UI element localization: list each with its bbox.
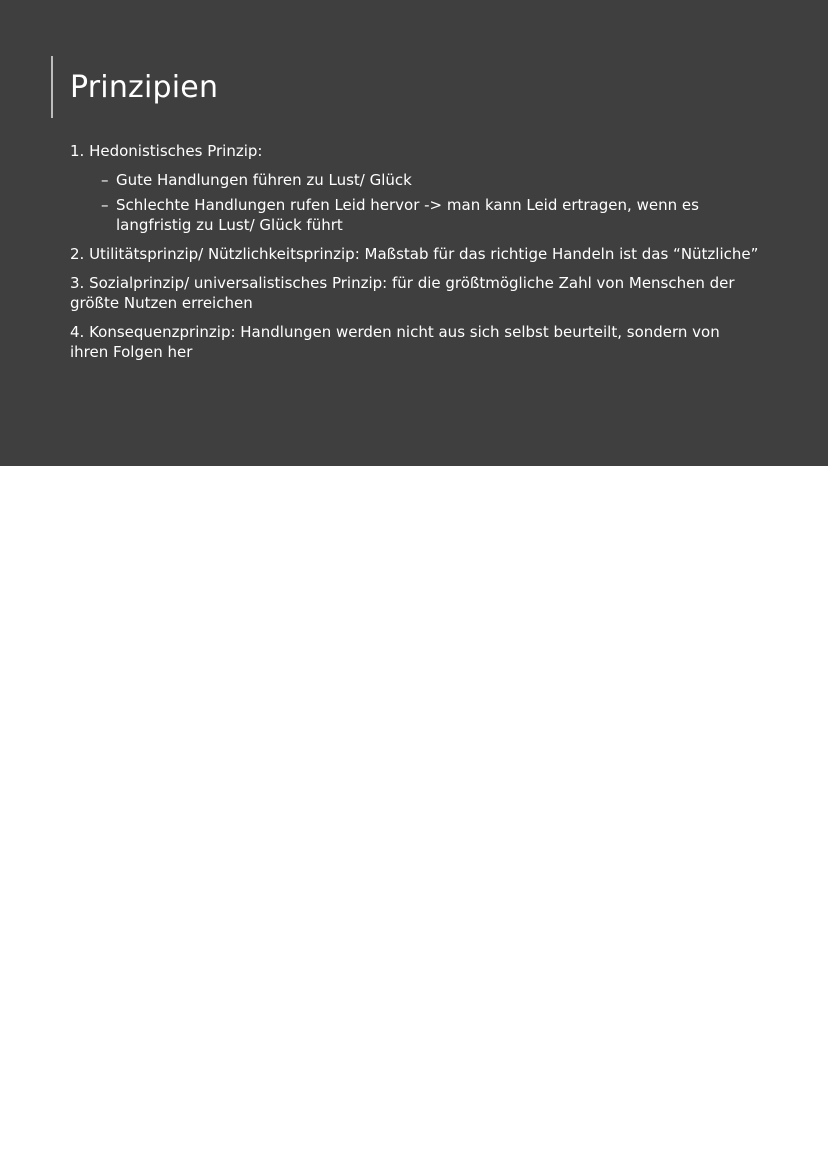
title-accent-line — [51, 56, 53, 118]
slide-content — [70, 141, 760, 371]
hedonistic-subpoints — [70, 170, 760, 235]
principle-social: 3. Sozialprinzip/ universalistisches Prinzip: für die größtmögliche Zahl von Menschen der größte Nutzen erreichen — [70, 274, 735, 312]
principle-hedonistic: 1. Hedonistisches Prinzip: — [70, 142, 263, 160]
subpoint-bad-actions — [101, 195, 760, 235]
subpoint-good-actions — [101, 170, 760, 190]
principle-consequence: 4. Konsequenzprinzip: Handlungen werden nicht aus sich selbst beurteilt, sondern von ihren Folgen her — [70, 323, 720, 361]
dash-bullet: – — [101, 171, 109, 189]
subpoint-text: Schlechte Handlungen rufen Leid hervor -> man kann Leid ertragen, wenn es langfristig zu Lust/ Glück führt — [116, 196, 699, 234]
dash-bullet: – — [101, 196, 109, 214]
principle-utility: 2. Utilitätsprinzip/ Nützlichkeitsprinzip: Maßstab für das richtige Handeln ist das “Nützliche” — [70, 245, 759, 263]
slide-title: Prinzipien — [70, 70, 219, 105]
slide — [0, 0, 828, 466]
subpoint-text: Gute Handlungen führen zu Lust/ Glück — [116, 171, 412, 189]
